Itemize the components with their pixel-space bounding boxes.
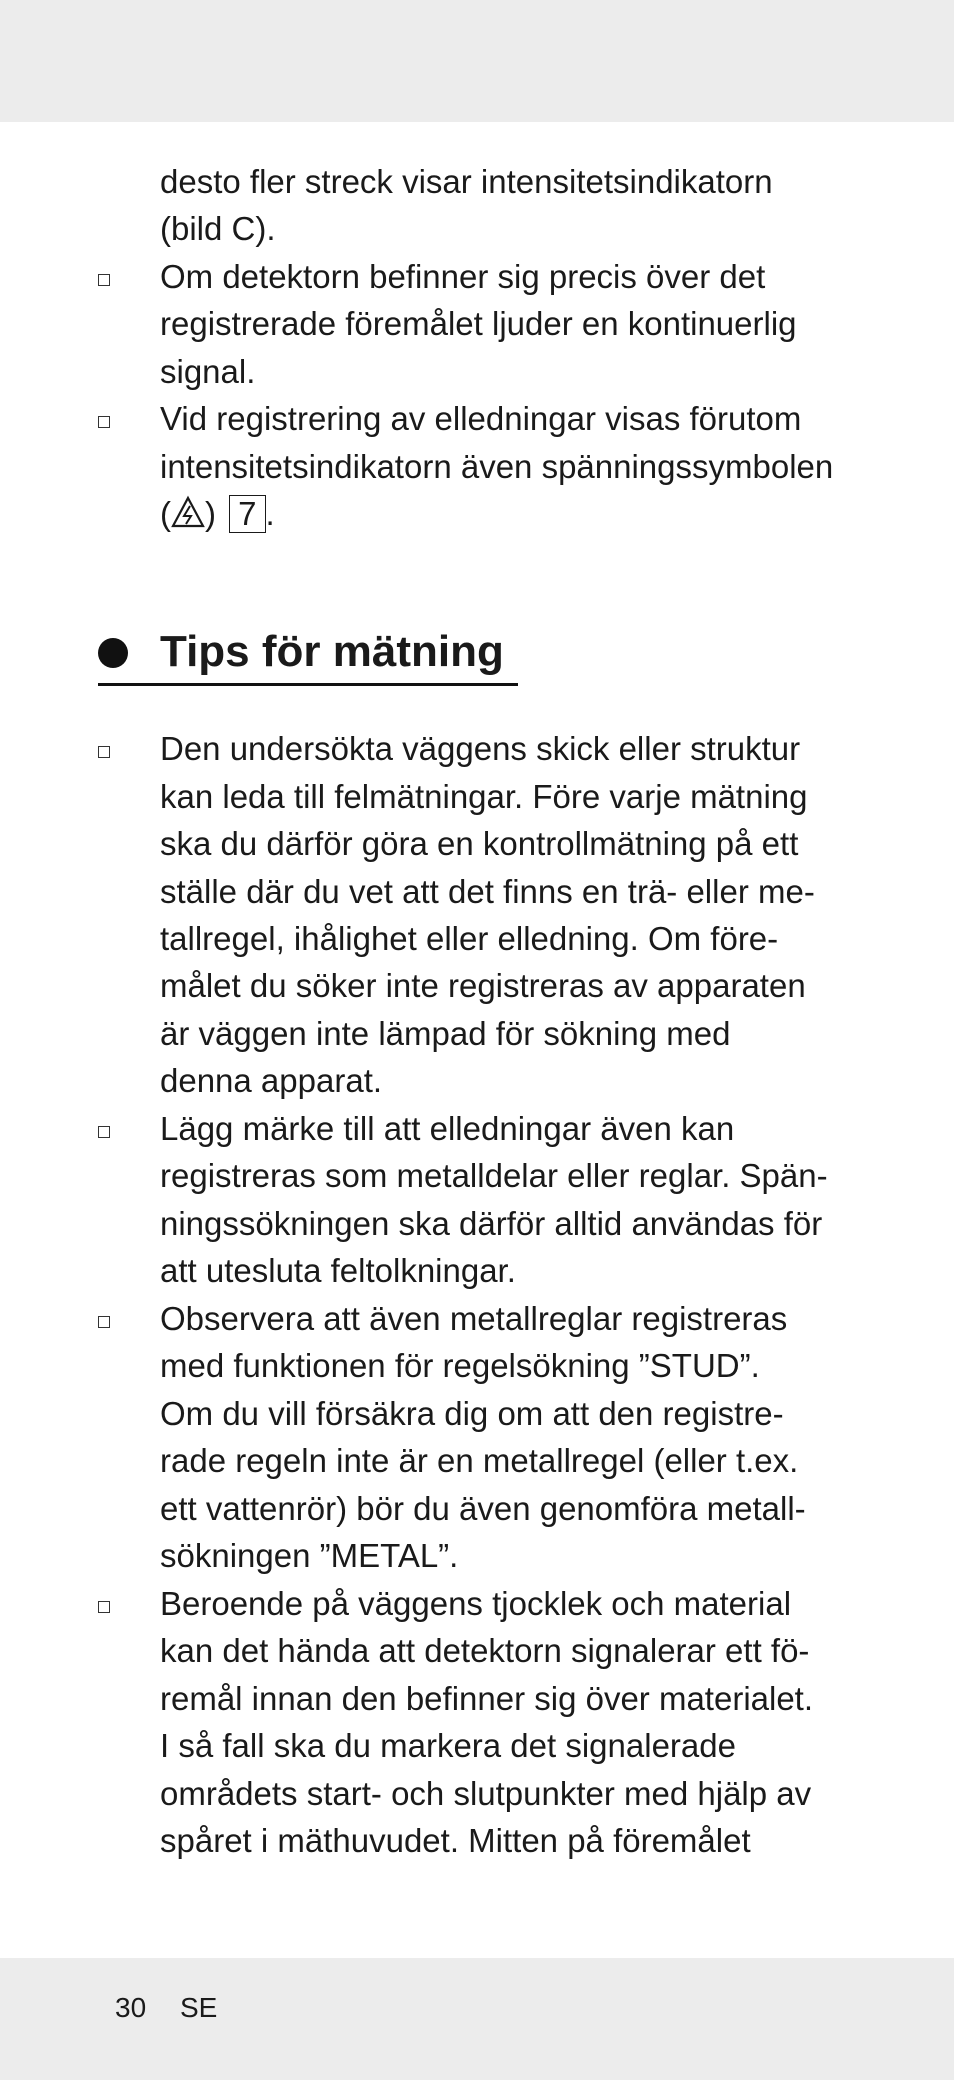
text-line: områdets start- och slutpunkter med hjälp av: [160, 1775, 812, 1812]
text-line: ningssökningen ska därför alltid användas för: [160, 1205, 823, 1242]
text-line: Om du vill försäkra dig om att den registre-: [160, 1395, 784, 1432]
text-line: remål innan den befinner sig över materialet.: [160, 1680, 814, 1717]
checkbox-bullet-icon: [98, 1126, 110, 1138]
trailing-period: .: [265, 495, 275, 532]
checkbox-bullet-icon: [98, 274, 110, 286]
text-line: Observera att även metallreglar registreras: [160, 1300, 788, 1337]
text-line: registrerade föremålet ljuder en kontinuerlig: [160, 305, 797, 342]
section-underline: [98, 683, 518, 686]
text-line: kan det hända att detektorn signalerar ett fö-: [160, 1632, 810, 1669]
text-line: rade regeln inte är en metallregel (eller t.ex.: [160, 1442, 799, 1479]
text-line: (bild C).: [160, 210, 276, 247]
text-line: Vid registrering av elledningar visas förutom: [160, 400, 802, 437]
text-line: Den undersökta väggens skick eller struktur: [160, 730, 801, 767]
text-line: I så fall ska du markera det signalerade: [160, 1727, 736, 1764]
checkbox-bullet-icon: [98, 746, 110, 758]
text-line: Lägg märke till att elledningar även kan: [160, 1110, 735, 1147]
checkbox-bullet-icon: [98, 1601, 110, 1613]
text-line: att utesluta feltolkningar.: [160, 1252, 516, 1289]
text-line: ställe där du vet att det finns en trä- eller me-: [160, 873, 815, 910]
paren-open: (: [160, 495, 171, 532]
voltage-symbol-line: [160, 490, 275, 542]
checkbox-bullet-icon: [98, 416, 110, 428]
section-bullet-icon: [98, 638, 128, 668]
language-code: SE: [180, 1992, 218, 2023]
text-line: målet du söker inte registreras av apparaten: [160, 967, 806, 1004]
text-line: spåret i mäthuvudet. Mitten på föremålet: [160, 1822, 751, 1859]
text-line: ska du därför göra en kontrollmätning på ett: [160, 825, 799, 862]
paren-close: ): [205, 495, 216, 532]
text-line: signal.: [160, 353, 256, 390]
text-line: ett vattenrör) bör du även genomföra metall-: [160, 1490, 806, 1527]
section-title: Tips för mätning: [160, 627, 504, 676]
text-line: desto fler streck visar intensitetsindikatorn: [160, 163, 773, 200]
reference-number-box: 7: [229, 495, 265, 533]
header-band: [0, 0, 954, 122]
text-line: med funktionen för regelsökning ”STUD”.: [160, 1347, 760, 1384]
text-line: sökningen ”METAL”.: [160, 1537, 459, 1574]
text-line: tallregel, ihålighet eller elledning. Om före-: [160, 920, 779, 957]
text-line: registreras som metalldelar eller reglar. Spän-: [160, 1157, 828, 1194]
voltage-warning-icon: [171, 494, 205, 542]
checkbox-bullet-icon: [98, 1316, 110, 1328]
text-line: Beroende på väggens tjocklek och material: [160, 1585, 792, 1622]
text-line: är väggen inte lämpad för sökning med: [160, 1015, 731, 1052]
text-line: Om detektorn befinner sig precis över det: [160, 258, 766, 295]
text-line: denna apparat.: [160, 1062, 383, 1099]
text-line: kan leda till felmätningar. Före varje mätning: [160, 778, 808, 815]
text-line: intensitetsindikatorn även spänningssymbolen: [160, 448, 834, 485]
page-number: 30: [115, 1992, 147, 2023]
